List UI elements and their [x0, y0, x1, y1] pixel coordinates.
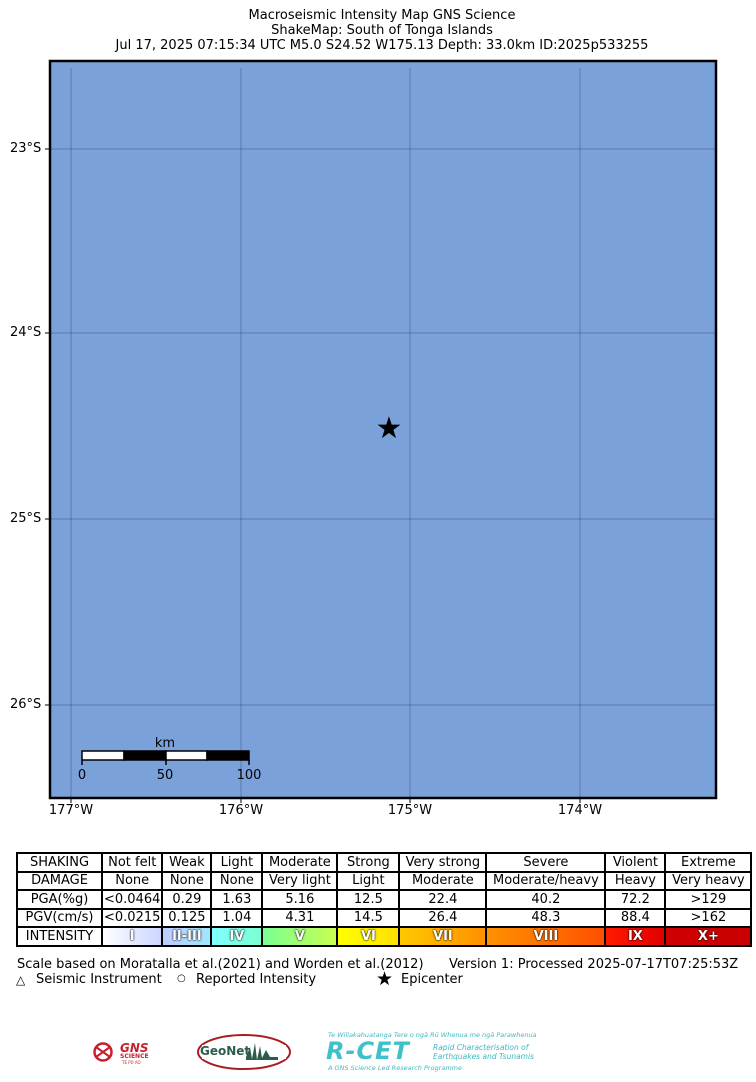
lon-label: 176°W [218, 803, 264, 818]
legend-cell: None [162, 872, 211, 891]
rcet-logo-line1: Rapid Characterisation of [433, 1043, 529, 1052]
lon-label: 177°W [48, 803, 94, 818]
geonet-logo-text: GeoNet [200, 1044, 251, 1058]
legend-row [17, 890, 751, 909]
legend-cell: Moderate/heavy [486, 872, 605, 891]
scale-bar-tick-0: 0 [77, 768, 87, 783]
legend-cell: >129 [665, 890, 751, 909]
legend-cell: Strong [337, 853, 399, 872]
intensity-swatch: II-III [162, 927, 211, 946]
lat-label: 26°S [10, 697, 42, 712]
intensity-swatch: X+ [665, 927, 751, 946]
scale-bar-tick-100: 100 [236, 768, 262, 783]
rcet-logo-text: R-CET [326, 1037, 410, 1065]
legend-cell: 4.31 [262, 909, 337, 928]
scale-bar-tick-50: 50 [156, 768, 174, 783]
legend-cell: None [211, 872, 262, 891]
key-epicenter: Epicenter [401, 972, 463, 987]
legend-cell: Heavy [605, 872, 665, 891]
legend-cell: 88.4 [605, 909, 665, 928]
legend-cell: 22.4 [399, 890, 486, 909]
epicenter-icon: ★ [376, 968, 394, 990]
lon-label: 174°W [557, 803, 603, 818]
gns-logo-sub: SCIENCE [120, 1053, 149, 1060]
lat-label: 23°S [10, 141, 42, 156]
legend-cell: Not felt [102, 853, 162, 872]
legend-cell: Very light [262, 872, 337, 891]
legend-cell: Very strong [399, 853, 486, 872]
legend-cell: 12.5 [337, 890, 399, 909]
legend-row [17, 909, 751, 928]
geonet-logo [196, 1033, 292, 1071]
legend-cell: 1.04 [211, 909, 262, 928]
legend-cell: Light [337, 872, 399, 891]
scale-note: Scale based on Moratalla et al.(2021) and Worden et al.(2012) [17, 957, 424, 972]
key-instrument: Seismic Instrument [36, 972, 162, 987]
intensity-swatch: VII [399, 927, 486, 946]
legend-cell: Extreme [665, 853, 751, 872]
lat-label: 25°S [10, 511, 42, 526]
legend-cell: 72.2 [605, 890, 665, 909]
legend-cell: <0.0215 [104, 910, 161, 926]
intensity-legend-table [16, 852, 752, 947]
lon-label: 175°W [387, 803, 433, 818]
intensity-swatch: IX [605, 927, 665, 946]
gns-logo-maori: TE PŪ AO [122, 1060, 141, 1065]
legend-cell: 26.4 [399, 909, 486, 928]
legend-intensity-row [17, 927, 751, 946]
legend-cell: None [102, 872, 162, 891]
rcet-logo-bottom: A GNS Science Led Research Programme [328, 1064, 463, 1072]
legend-row-header: PGA(%g) [17, 890, 102, 909]
gns-logo-text: GNS [120, 1041, 149, 1055]
rcet-logo-top: Te Wiliakahuatanga Tere o ngā Rū Whenua me ngā Parawhenua [328, 1031, 537, 1039]
legend-cell: 0.125 [162, 909, 211, 928]
legend-cell: Light [211, 853, 262, 872]
scale-bar-unit: km [154, 736, 176, 751]
legend-row [17, 872, 751, 891]
legend-row [17, 853, 751, 872]
legend-row-header: SHAKING [17, 853, 102, 872]
rcet-logo [326, 1031, 544, 1075]
version-note: Version 1: Processed 2025-07-17T07:25:53Z [449, 957, 739, 972]
legend-row-header: DAMAGE [17, 872, 102, 891]
legend-row-header: INTENSITY [17, 927, 102, 946]
legend-cell: 40.2 [486, 890, 605, 909]
legend-cell: 48.3 [486, 909, 605, 928]
legend-cell: Severe [486, 853, 605, 872]
legend-cell: Weak [162, 853, 211, 872]
legend-row-header: PGV(cm/s) [17, 909, 102, 928]
intensity-swatch: V [262, 927, 337, 946]
intensity-swatch: VI [337, 927, 399, 946]
rcet-logo-line2: Earthquakes and Tsunamis [433, 1052, 534, 1061]
legend-cell: 5.16 [262, 890, 337, 909]
map-subtitle: ShakeMap: South of Tonga Islands [271, 23, 493, 38]
key-reported: Reported Intensity [196, 972, 317, 987]
legend-cell: Violent [605, 853, 665, 872]
intensity-swatch: I [102, 927, 162, 946]
legend-cell: 1.63 [211, 890, 262, 909]
instrument-icon: △ [16, 973, 26, 987]
legend-cell: Very heavy [665, 872, 751, 891]
legend-cell: Moderate [262, 853, 337, 872]
legend-cell: Moderate [399, 872, 486, 891]
intensity-swatch: VIII [486, 927, 605, 946]
reported-intensity-icon: ○ [177, 973, 186, 984]
event-details: Jul 17, 2025 07:15:34 UTC M5.0 S24.52 W175.13 Depth: 33.0km ID:2025p533255 [115, 38, 649, 53]
legend-cell: 0.29 [162, 890, 211, 909]
legend-cell: 14.5 [337, 909, 399, 928]
epicenter-marker[interactable]: ★ [375, 411, 403, 446]
gns-logo [92, 1040, 154, 1066]
legend-cell: <0.0464 [104, 891, 161, 907]
legend-cell: >162 [665, 909, 751, 928]
lat-label: 24°S [10, 325, 42, 340]
map-title: Macroseismic Intensity Map GNS Science [248, 8, 516, 23]
intensity-swatch: IV [211, 927, 262, 946]
